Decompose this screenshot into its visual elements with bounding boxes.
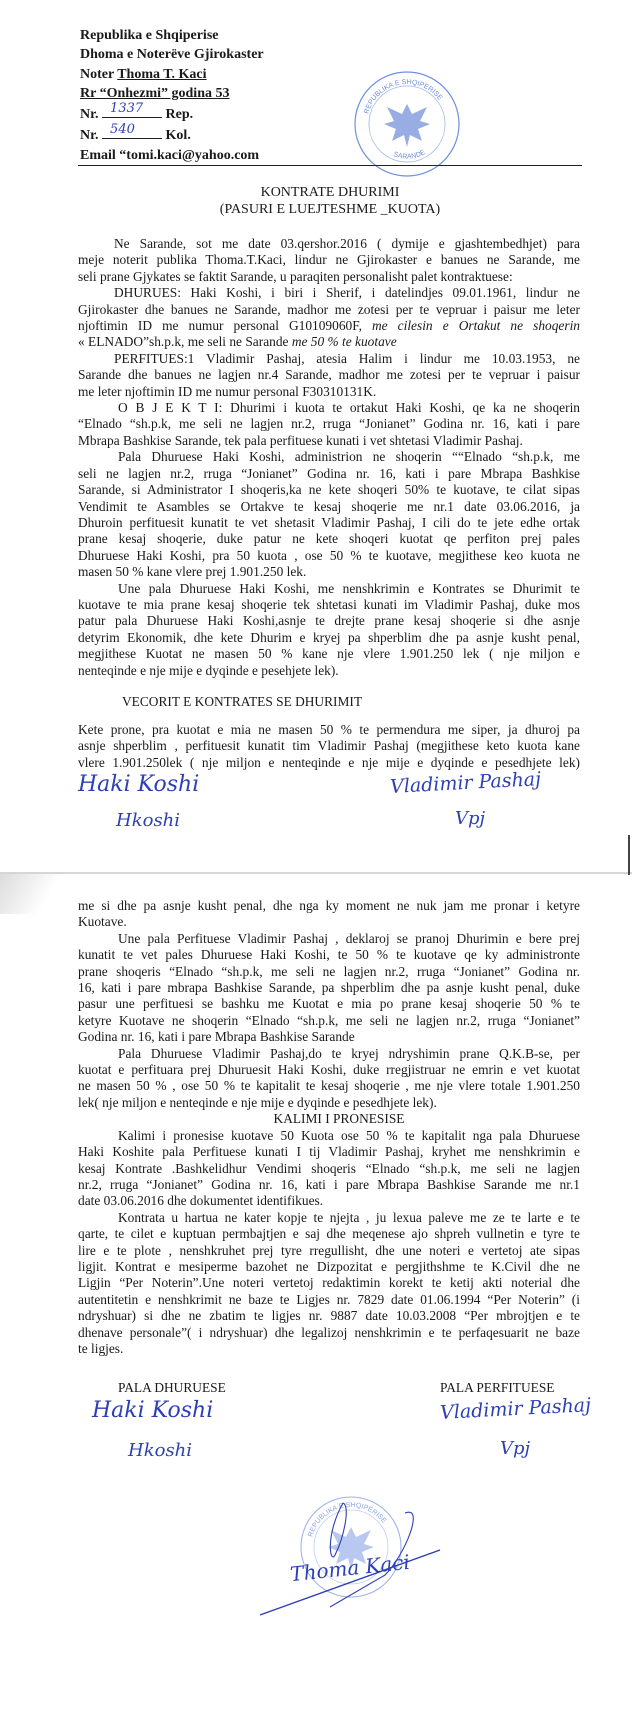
header-address: Rr “Onhezmi” godina 53 (80, 85, 230, 101)
section-heading-vecorit: VECORIT E KONTRATES SE DHURIMIT (122, 694, 363, 709)
header-email: Email “tomi.kaci@yahoo.com (80, 147, 260, 163)
text-line: O B J E K T I: Dhurimi i kuota te ortakut Haki Koshi, qe ka ne shoqerin (118, 400, 580, 416)
text-line: kesaj Kontrate .Bashkelidhur Vendimi shoqeris “Elnado “sh.p.k, me seli ne lagjen (78, 1160, 580, 1176)
text-line: Kontrata u hartua ne kater kopje te njejta , ju lexua paleve me ze te larte e te (118, 1209, 580, 1225)
paragraph (78, 236, 580, 285)
text-line: Sarande, si Administrator I shoqeris,ka ne kete shoqeri 50% te kuotave, te cilat sipas (78, 482, 580, 498)
paragraph (78, 1128, 580, 1210)
italic-text: me 50 % te kuotave (291, 334, 397, 350)
party-beneficiary-label: PALA PERFITUESE (440, 1380, 555, 1395)
party-donor-label: PALA DHURUESE (118, 1380, 226, 1395)
eagle-emblem-icon (384, 104, 430, 147)
text-line: lek( nje miljon e nenteqinde e nje mije e dyqinde e pesedhjete lek). (78, 1094, 437, 1110)
text-line: Ne Sarande, sot me date 03.qershor.2016 ( dymije e gjashtembedhjet) para (114, 236, 580, 251)
text-line: seli ne lagjen nr.2, rruga “Jonianet” Godina nr. 16, kati i pare Mbrapa Bashkise (78, 465, 580, 481)
paragraph (78, 400, 580, 449)
header-chamber: Dhoma e Noterëve Gjirokaster (80, 47, 264, 63)
beneficiary-initials-final: Vpj (500, 1438, 531, 1459)
text-line: ndryshuar) si dhe ne zbatim te ligjes nr. 9887 date 10.03.2008 “Per mbrojtjen e te (78, 1308, 580, 1324)
text-line: Dhuruese Haki Koshi, pra 50 kuota , ose 50 % te kuotave, megjithese keo kuota ne (78, 547, 580, 563)
text-line: Vendimit te Asambles se Ortakve te kesaj shoqerie me nr.1 date 03.06.2016, ja (78, 498, 580, 514)
text-line: me si dhe pa asnje kusht penal, dhe nga ky moment ne nuk jam me pronar i ketyre (78, 898, 580, 913)
section-heading-kalimi: KALIMI I PRONESISE (273, 1111, 405, 1127)
text-line: Ligjin “Per Noterin”.Une noteri vertetoj redaktimin korekt te ketij akti noterial dhe (78, 1275, 580, 1291)
text-line: Sarande dhe banues ne lagjen nr.4 Sarande, madhor me zotesi per te vepruar i paisur (78, 367, 580, 383)
italic-text: me cilesin e Ortakut ne shoqerin (372, 318, 580, 334)
text-line: ketyre Kuotave ne shoqerin “Elnado “sh.p.k, me seli ne lagjen nr.2, rruga “Jonianet” (78, 1012, 580, 1028)
text-line: masen 50 % kane vlere prej 1.901.250 lek. (78, 564, 307, 580)
text-line (78, 334, 580, 350)
kol-number-handwritten: 540 (110, 122, 135, 138)
beneficiary-signature-final: Vladimir Pashaj (439, 1394, 592, 1424)
text-line: 16, kati i pare mbrapa Bashkise Sarande, pa shperblim dhe pa asnje kusht penal, duke (78, 980, 580, 996)
page-edge (628, 835, 630, 875)
notary-stamp-icon (352, 69, 462, 179)
donor-signature-final: Haki Koshi (92, 1398, 214, 1423)
vecorit-paragraph (78, 722, 580, 771)
page2-paragraphs-after (78, 1128, 580, 1358)
contract-subtitle: (PASURI E LUEJTESHME _KUOTA) (219, 202, 441, 217)
text-line: seli prane Gjykates se faktit Sarande, u paraqiten personalisht palet kontraktuese: (78, 268, 513, 284)
nr-label: Nr. (80, 128, 99, 144)
stamp-city: SARANDE (392, 149, 427, 161)
text-line: Mbrapa Bashkise Sarande, tek pala perfituese kunati i vet shtetasi Vladimir Pashaj. (78, 432, 523, 448)
text-line: Godina nr. 16, kati i pare Mbrapa Bashkise Sarande (78, 1029, 355, 1045)
paragraph (78, 1210, 580, 1358)
text-line: PERFITUES:1 Vladimir Pashaj, atesia Halim i lindur me 10.03.1953, ne (114, 350, 580, 366)
text-line: qarte, te cilet e kuptuan permbajtjen e saj dhe meqenese ajo shpreh vullnetin e tyre te (78, 1226, 580, 1242)
paragraph (78, 581, 580, 679)
text-line: Kalimi i pronesise kuotave 50 Kuota ose 50 % te kapitalit nga pala Dhuruese (118, 1127, 580, 1143)
text-line: kuotave te mia prane kesaj shoqerie tek shtetasi kunati im Vladimir Pashaj, duke mos (78, 596, 580, 612)
donor-signature: Haki Koshi (78, 772, 200, 797)
text-line: Kuotave. (78, 914, 127, 930)
notary-header (80, 26, 264, 165)
rep-number-handwritten: 1337 (110, 101, 144, 117)
paragraph (78, 898, 580, 931)
text-line: te ligjes. (78, 1340, 124, 1356)
text-line: asnje shperblim , perfituesit kunatit tim Vladimir Pashaj (megjithese keto kuota kane (78, 738, 580, 754)
text-line: patur pala Dhuruese Haki Koshi,asnje te drejte prane kesaj shoqerie si dhe asnje (78, 613, 580, 629)
paragraph (78, 1046, 580, 1112)
text-segment: njoftimin ID me numur personal G10109060F, (78, 318, 372, 334)
paragraph (78, 285, 580, 351)
text-line: ligjit. Kontrat e mesiperme bazohet ne Dizpozitat e pergjithshme te K.Civil dhe ne (78, 1258, 580, 1274)
text-line: megjithese Kuotat ne masen 50 % kane nje vlere 1.901.250 lek ( nje miljon e (78, 646, 580, 662)
text-segment: « ELNADO”sh.p.k, me seli ne Sarande (78, 334, 292, 350)
text-line: Haki Koshite pala Perfituese kunati I tij Vladimir Pashaj, kryhet me nenshkrimin e (78, 1144, 580, 1160)
page2-body (78, 898, 580, 1357)
header-rep-number (80, 103, 264, 124)
paragraph (78, 931, 580, 1046)
text-line: Une pala Perfituese Vladimir Pashaj , deklaroj se pranoj Dhurimin e bere prej (118, 930, 580, 946)
text-line: Pala Dhuruese Haki Koshi, administrion ne shoqerin ““Elnado “sh.p.k, me (118, 449, 580, 465)
notary-signature: Thoma Kaci (289, 1549, 411, 1587)
page-separator (0, 872, 632, 874)
text-line: Dhuroin perfituesit kunatit te vet shetasit Vladimir Pashaj, I cili do te jete edhe ortak (78, 514, 580, 530)
header-divider (78, 165, 582, 166)
contract-title: KONTRATE DHURIMI (260, 185, 400, 200)
text-line: prane kesaj shoqerie, duke patur ne kete shoqeri kuotat qe perfiton prej pales (78, 531, 580, 547)
beneficiary-signature: Vladimir Pashaj (389, 768, 542, 798)
page-fold-shadow (0, 874, 80, 914)
notary-label: Noter (80, 66, 118, 82)
paragraph (78, 351, 580, 400)
beneficiary-initials: Vpj (455, 808, 486, 829)
header-kol-number (80, 124, 264, 145)
text-line: detyrim Ekonomik, dhe kete Dhurim e kryej pa shperblim dhe pa asnje kusht penal, (78, 629, 580, 645)
text-line: Kete prone, pra kuotat e mia ne masen 50 % te permendura me siper, ja dhuroj pa (78, 722, 580, 737)
header-notary (80, 65, 264, 84)
text-line: Une pala Dhuruese Haki Koshi, me nenshkrimin e Kontrates se Dhurimit te (118, 580, 580, 596)
paragraph (78, 722, 580, 771)
text-line: me leter njoftimin ID me numur personal F30310131K. (78, 383, 377, 399)
text-line: dhenave personale”( i ndryshuar) dhe legalizoj nenshkrimin e te perfaqesuarit ne baze (78, 1324, 580, 1340)
paragraph (78, 449, 580, 580)
donor-initials-final: Hkoshi (128, 1440, 193, 1461)
svg-text:REPUBLIKA E SHQIPERISE (363, 79, 443, 115)
text-line: nr.2, rruga “Jonianet” Godina nr. 16, kati i pare Mbrapa Bashkise Sarande me nr.1 (78, 1176, 580, 1192)
header-republic: Republika e Shqiperise (80, 28, 219, 43)
donor-initials: Hkoshi (116, 810, 181, 831)
stamp-text: REPUBLIKA E SHQIPERISE (307, 1501, 388, 1538)
text-line: kuotat e perfituara prej Dhuruesit Haki Koshi, duke rregjistruar ne emrin e vet kuotat (78, 1062, 580, 1078)
text-line: Gjirokaster dhe banues ne Sarande, madhor me zotesi per te vepruar i paisur me leter (78, 301, 580, 317)
text-line: lire e te plote , nenshkruhet prej tyre rregullisht, dhe une noteri e vertetoj ate sipas (78, 1242, 580, 1258)
text-line: Pala Dhuruese Vladimir Pashaj,do te kryej ndryshimin prane Q.K.B-se, per (118, 1045, 580, 1061)
text-line: vlere 1.901.250lek ( nje miljon e nenteqinde e nje mije e dyqinde e pesedhjete lek) (78, 754, 580, 770)
text-line: kunatit te vet pales Dhuruese Haki Koshi, te 50 % te kuotave qe ky administronte (78, 947, 580, 963)
page2-paragraphs (78, 898, 580, 1111)
page1-body (78, 236, 580, 679)
text-line: date 03.06.2016 dhe dokumentet identifikues. (78, 1193, 324, 1209)
stamp-text: REPUBLIKA E SHQIPERISE (363, 78, 444, 115)
text-line: prane shoqeris “Elnado “sh.p.k, me seli ne lagjen nr.2, rruga “Jonianet” Godina nr. (78, 963, 580, 979)
kol-label: Kol. (165, 128, 191, 144)
nr-label: Nr. (80, 107, 99, 123)
text-line: “Elnado “sh.p.k, me seli ne lagjen nr.2, rruga “Jonianet” Godina nr. 16, kati i pare (78, 416, 580, 432)
text-line: meje noterit publika Thoma.T.Kaci, lindur ne Gjirokaster e banues ne Sarande, me (78, 252, 580, 268)
text-line: pasur une perfituesi se bashku me Kuotat e mia po prane kesaj shoqerie 50 % te (78, 996, 580, 1012)
text-line: ne masen 50 % , ose 50 % te kapitalit te kesaj shoqerie , me nje vlere totale 1.901.250 (78, 1078, 580, 1094)
rep-label: Rep. (165, 107, 194, 123)
text-line: autentitetin e nenshkrimit ne baze te Ligjes nr. 7829 date 01.06.1994 “Per Noterin” (i (78, 1291, 580, 1307)
notary-name: Thoma T. Kaci (117, 66, 207, 82)
text-line: nenteqinde e nje mije e dyqinde e pesehjete lek). (78, 662, 339, 678)
text-line (78, 318, 580, 334)
text-line: DHURUES: Haki Koshi, i biri i Sherif, i datelindjes 09.01.1961, lindur ne (114, 285, 580, 301)
